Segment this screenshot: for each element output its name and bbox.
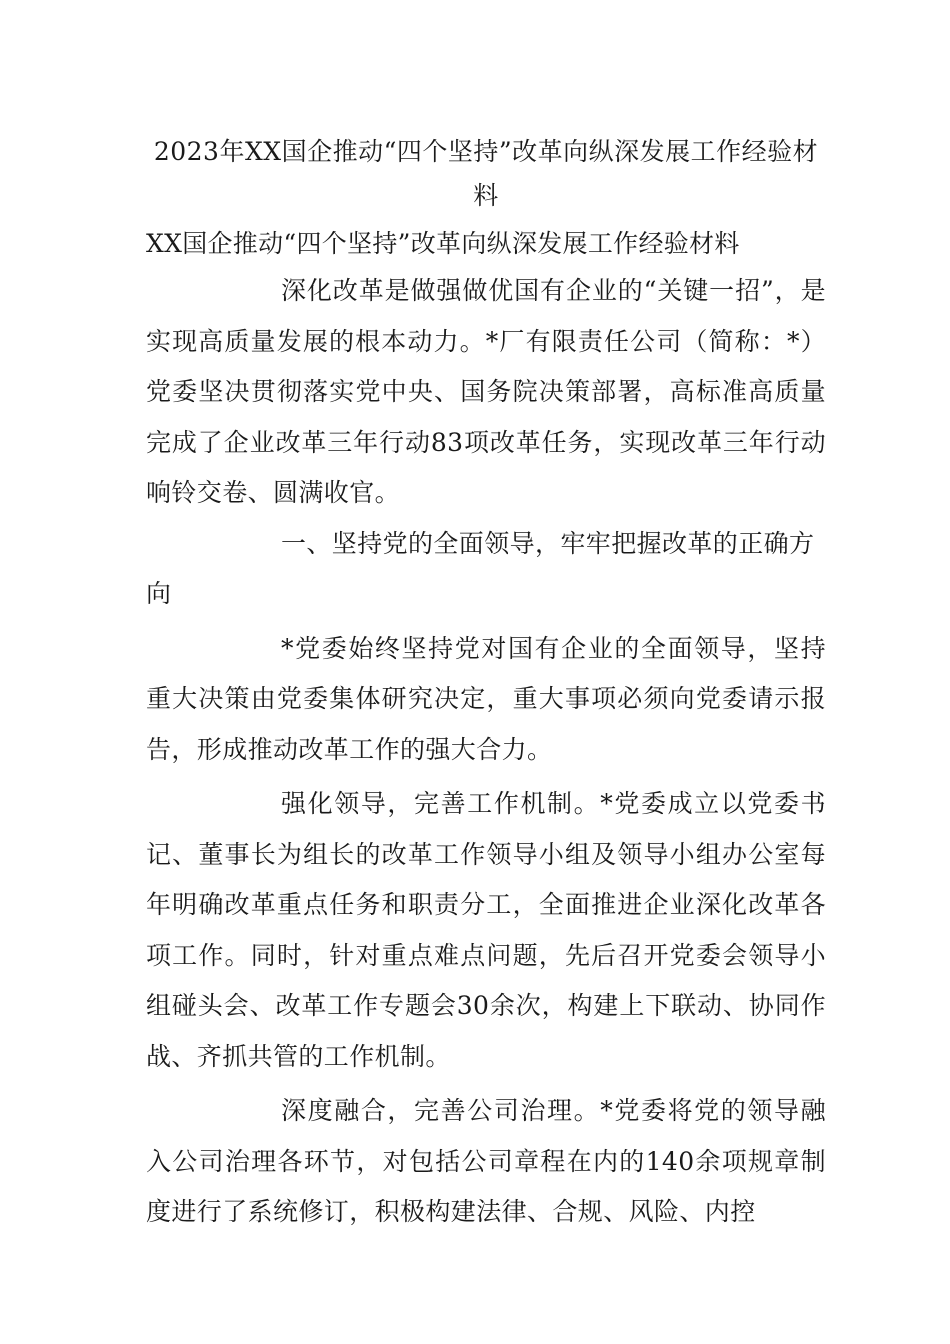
section1-paragraph-3: 深度融合，完善公司治理。*党委将党的领导融入公司治理各环节，对包括公司章程在内的140余项规章制度进行了系统修订，积极构建法律、合规、风险、内控 (146, 1096, 826, 1226)
section-heading-1: 一、坚持党的全面领导，牢牢把握改革的正确方向 (146, 528, 815, 608)
document-page (146, 130, 826, 1238)
section1-paragraph-1: *党委始终坚持党对国有企业的全面领导，坚持重大决策由党委集体研究决定，重大事项必须向党委请示报告，形成推动改革工作的强大合力。 (146, 633, 826, 764)
document-subtitle: XX国企推动“四个坚持”改革向纵深发展工作经验材料 (146, 229, 740, 258)
section1-paragraph-2: 强化领导，完善工作机制。*党委成立以党委书记、董事长为组长的改革工作领导小组及领导小组办公室每年明确改革重点任务和职责分工，全面推进企业深化改革各项工作。同时，针对重点难点问题，先后召开党委会领导小组碰头会、改革工作专题会30余次，构建上下联动、协同作战、齐抓共管的工作机制。 (146, 789, 826, 1071)
intro-paragraph: 深化改革是做强做优国有企业的“关键一招”，是实现高质量发展的根本动力。*厂有限责任公司（简称：*）党委坚决贯彻落实党中央、国务院决策部署，高标准高质量完成了企业改革三年行动83项改革任务，实现改革三年行动响铃交卷、圆满收官。 (146, 276, 826, 507)
document-title: 2023年XX国企推动“四个坚持”改革向纵深发展工作经验材料 (153, 137, 819, 210)
